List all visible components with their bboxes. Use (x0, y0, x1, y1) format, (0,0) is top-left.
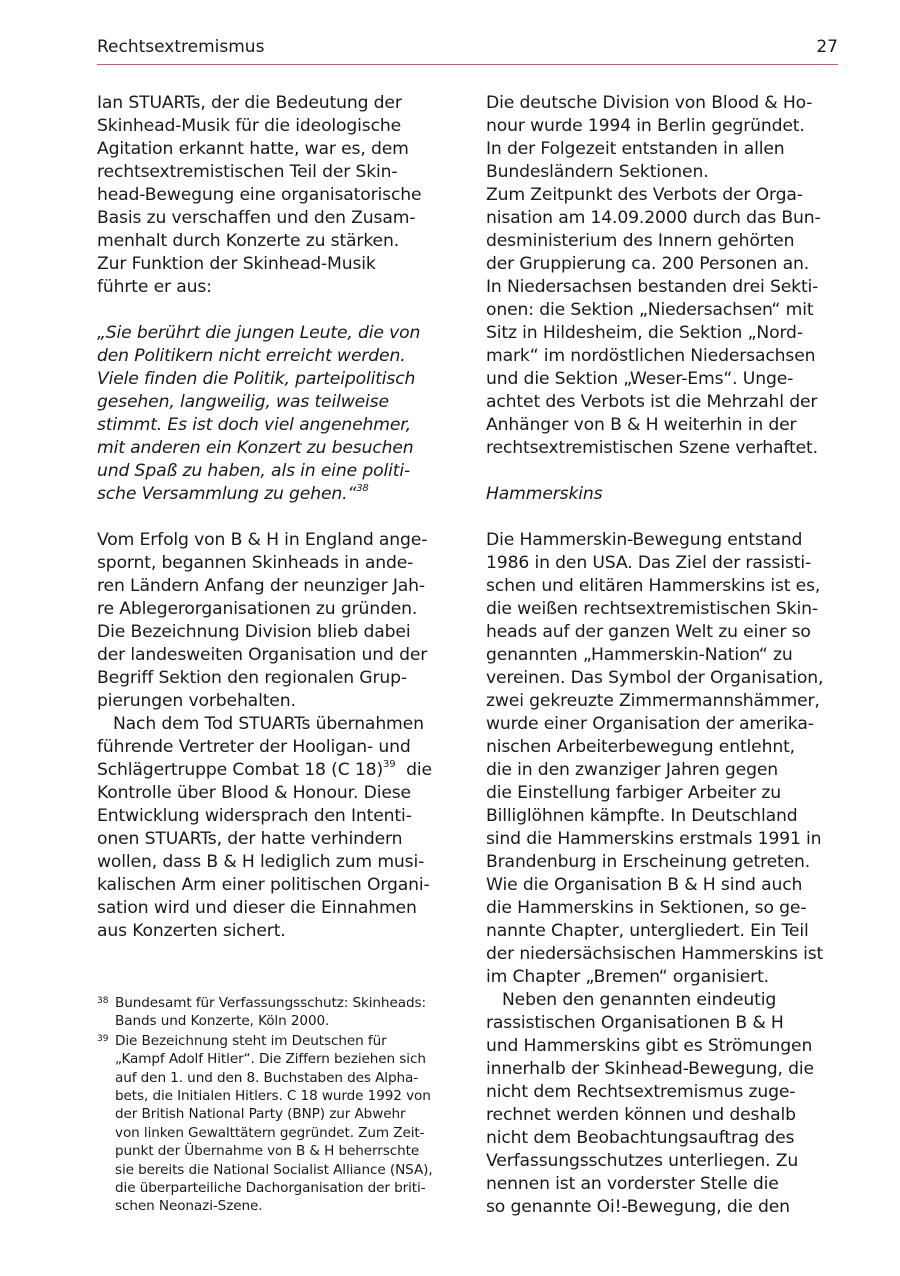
text-line: die Einstellung farbiger Arbeiter zu (486, 783, 782, 803)
paragraph-oi-movement (486, 989, 838, 1219)
text-line: Agitation erkannt hatte, war es, dem (97, 139, 409, 159)
text-line: zwei gekreuzte Zimmermannshämmer, (486, 691, 820, 711)
footnote-line: bets, die Initialen Hitlers. C 18 wurde 1992 von (115, 1087, 431, 1104)
footnote-ref-39[interactable]: 39 (383, 759, 396, 771)
text-line: achtet des Verbots ist die Mehrzahl der (486, 392, 818, 412)
text-line: „Sie berührt die jungen Leute, die von (97, 323, 421, 343)
text-line: im Chapter „Bremen“ organisiert. (486, 967, 769, 987)
text-line: menhalt durch Konzerte zu stärken. (97, 231, 400, 251)
footnote-line: der British National Party (BNP) zur Abwehr (115, 1106, 406, 1123)
text-line: Zur Funktion der Skinhead-Musik (97, 254, 376, 274)
text-line: nicht dem Rechtsextremismus zuge- (486, 1082, 796, 1102)
text-line: Begriff Sektion den regionalen Grup- (97, 668, 407, 688)
text-line: Viele finden die Politik, parteipolitisch (97, 369, 416, 389)
text-line: Neben den genannten eindeutig (486, 990, 777, 1010)
text-line: die Hammerskins in Sektionen, so ge- (486, 898, 807, 918)
text-line: Die Hammerskin-Bewegung entstand (486, 530, 803, 550)
text-line: In Niedersachsen bestanden drei Sekti- (486, 277, 819, 297)
footnote-line: auf den 1. und den 8. Buchstaben des Alpha- (115, 1069, 419, 1086)
footnote-line: sie bereits die National Socialist Alliance (NSA), (115, 1161, 433, 1178)
text-line: mit anderen ein Konzert zu besuchen (97, 438, 414, 458)
footnote-38 (97, 994, 457, 1031)
text-line: nannte Chapter, untergliedert. Ein Teil (486, 921, 809, 941)
text-line: gesehen, langweilig, was teilweise (97, 392, 389, 412)
text-line: In der Folgezeit entstanden in allen (486, 139, 785, 159)
footnote-number: 39 (97, 1033, 109, 1044)
text-line: vereinen. Das Symbol der Organisation, (486, 668, 824, 688)
text-line: der Gruppierung ca. 200 Personen an. (486, 254, 810, 274)
text-line-with-footnote (97, 759, 449, 782)
text-line: der niedersächsischen Hammerskins ist (486, 944, 824, 964)
quote-last-text: sche Versammlung zu gehen.“ (97, 484, 357, 504)
text-line: genannten „Hammerskin-Nation“ zu (486, 645, 793, 665)
footnote-line: Die Bezeichnung steht im Deutschen für (115, 1032, 387, 1049)
footnote-line: von linken Gewalttätern gegründet. Zum Zeit- (115, 1124, 425, 1141)
paragraph-hammerskins (486, 529, 838, 989)
text-line: sation wird und dieser die Einnahmen (97, 898, 417, 918)
text-line: führte er aus: (97, 277, 212, 297)
footnote-line: die überparteiliche Dachorganisation der briti- (115, 1179, 426, 1196)
paragraph-combat18 (97, 713, 449, 943)
text-line: kalischen Arm einer politischen Organi- (97, 875, 430, 895)
section-subheading: Hammerskins (486, 484, 603, 504)
footnote-number: 38 (97, 996, 109, 1006)
text-line: desministerium des Innern gehörten (486, 231, 795, 251)
text-line: schen und elitären Hammerskins ist es, (486, 576, 821, 596)
text-line: den Politikern nicht erreicht werden. (97, 346, 406, 366)
running-header (97, 36, 838, 65)
page-number: 27 (816, 37, 838, 57)
text-line: rechtsextremistischen Szene verhaftet. (486, 438, 818, 458)
text-line: Entwicklung widersprach den Intenti- (97, 806, 412, 826)
text-line: wollen, dass B & H lediglich zum musi- (97, 852, 425, 872)
footnote-line: Bands und Konzerte, Köln 2000. (115, 1013, 330, 1030)
text-line: rechnet werden können und deshalb (486, 1105, 796, 1125)
text-line: Brandenburg in Erscheinung getreten. (486, 852, 811, 872)
text-segment: die (395, 760, 432, 780)
text-line: heads auf der ganzen Welt zu einer so (486, 622, 811, 642)
footnote-39 (97, 1032, 457, 1216)
running-title: Rechtsextremismus (97, 37, 265, 57)
text-line: und die Sektion „Weser-Ems“. Unge- (486, 369, 794, 389)
text-line: Sitz in Hildesheim, die Sektion „Nord- (486, 323, 803, 343)
footnote-text (115, 1032, 457, 1216)
paragraph-division-origin (97, 529, 449, 713)
text-line: aus Konzerten sichert. (97, 921, 286, 941)
text-line: nennen ist an vorderster Stelle die (486, 1174, 779, 1194)
footnotes (97, 994, 457, 1217)
text-line: pierungen vorbehalten. (97, 691, 296, 711)
quote-last-line (97, 483, 449, 506)
text-line: nischen Arbeiterbewegung entlehnt, (486, 737, 795, 757)
text-line: Skinhead-Musik für die ideologische (97, 116, 402, 136)
right-column (486, 92, 838, 1219)
text-line: nisation am 14.09.2000 durch das Bun- (486, 208, 821, 228)
text-line: Bundesländern Sektionen. (486, 162, 709, 182)
footnote-line: Bundesamt für Verfassungsschutz: Skinheads: (115, 995, 426, 1011)
text-line: führende Vertreter der Hooligan- und (97, 737, 411, 757)
text-line: wurde einer Organisation der amerika- (486, 714, 814, 734)
footnote-ref-38[interactable]: 38 (356, 483, 369, 495)
text-line: Die Bezeichnung Division blieb dabei (97, 622, 411, 642)
text-line: Billiglöhnen kämpfte. In Deutschland (486, 806, 798, 826)
text-line: onen STUARTs, der hatte verhindern (97, 829, 403, 849)
text-line: Zum Zeitpunkt des Verbots der Orga- (486, 185, 803, 205)
text-line: Kontrolle über Blood & Honour. Diese (97, 783, 411, 803)
left-column (97, 92, 449, 943)
text-line: ren Ländern Anfang der neunziger Jah- (97, 576, 425, 596)
text-line: die in den zwanziger Jahren gegen (486, 760, 779, 780)
block-quote (97, 322, 449, 506)
text-line: head-Bewegung eine organisatorische (97, 185, 422, 205)
text-line: onen: die Sektion „Niedersachsen“ mit (486, 300, 814, 320)
text-line: der landesweiten Organisation und der (97, 645, 428, 665)
text-line: sind die Hammerskins erstmals 1991 in (486, 829, 822, 849)
text-line: nour wurde 1994 in Berlin gegründet. (486, 116, 805, 136)
text-line: stimmt. Es ist doch viel angenehmer, (97, 415, 411, 435)
text-line: Basis zu verschaffen und den Zusam- (97, 208, 416, 228)
text-segment: Schlägertruppe Combat 18 (C 18) (97, 760, 384, 780)
text-line: Anhänger von B & H weiterhin in der (486, 415, 797, 435)
text-line: rechtsextremistischen Teil der Skin- (97, 162, 398, 182)
text-line: die weißen rechtsextremistischen Skin- (486, 599, 818, 619)
text-line: so genannte Oi!-Bewegung, die den (486, 1197, 790, 1217)
footnote-text (115, 994, 457, 1031)
quote-lines (97, 322, 449, 483)
text-line: Die deutsche Division von Blood & Ho- (486, 93, 813, 113)
text-line: Wie die Organisation B & H sind auch (486, 875, 803, 895)
text-line: Verfassungsschutzes unterliegen. Zu (486, 1151, 799, 1171)
paragraph-german-division (486, 92, 838, 460)
text-line: Ian STUARTs, der die Bedeutung der (97, 93, 402, 113)
text-line: nicht dem Beobachtungsauftrag des (486, 1128, 795, 1148)
footnote-line: punkt der Übernahme von B & H beherrschte (115, 1143, 420, 1160)
text-line: spornt, begannen Skinheads in ande- (97, 553, 414, 573)
footnote-line: „Kampf Adolf Hitler“. Die Ziffern beziehen sich (115, 1051, 426, 1068)
text-line: rassistischen Organisationen B & H (486, 1013, 784, 1033)
text-line: und Hammerskins gibt es Strömungen (486, 1036, 813, 1056)
text-line: innerhalb der Skinhead-Bewegung, die (486, 1059, 814, 1079)
text-line: 1986 in den USA. Das Ziel der rassisti- (486, 553, 812, 573)
text-line: re Ablegerorganisationen zu gründen. (97, 599, 418, 619)
text-line: Vom Erfolg von B & H in England ange- (97, 530, 428, 550)
paragraph-combat18-rest (97, 782, 449, 943)
text-line: und Spaß zu haben, als in eine politi- (97, 461, 411, 481)
text-line: Nach dem Tod STUARTs übernahmen (97, 714, 424, 734)
paragraph-stuart-intro (97, 92, 449, 299)
text-line: mark“ im nordöstlichen Niedersachsen (486, 346, 816, 366)
footnote-line: schen Neonazi-Szene. (115, 1198, 263, 1215)
